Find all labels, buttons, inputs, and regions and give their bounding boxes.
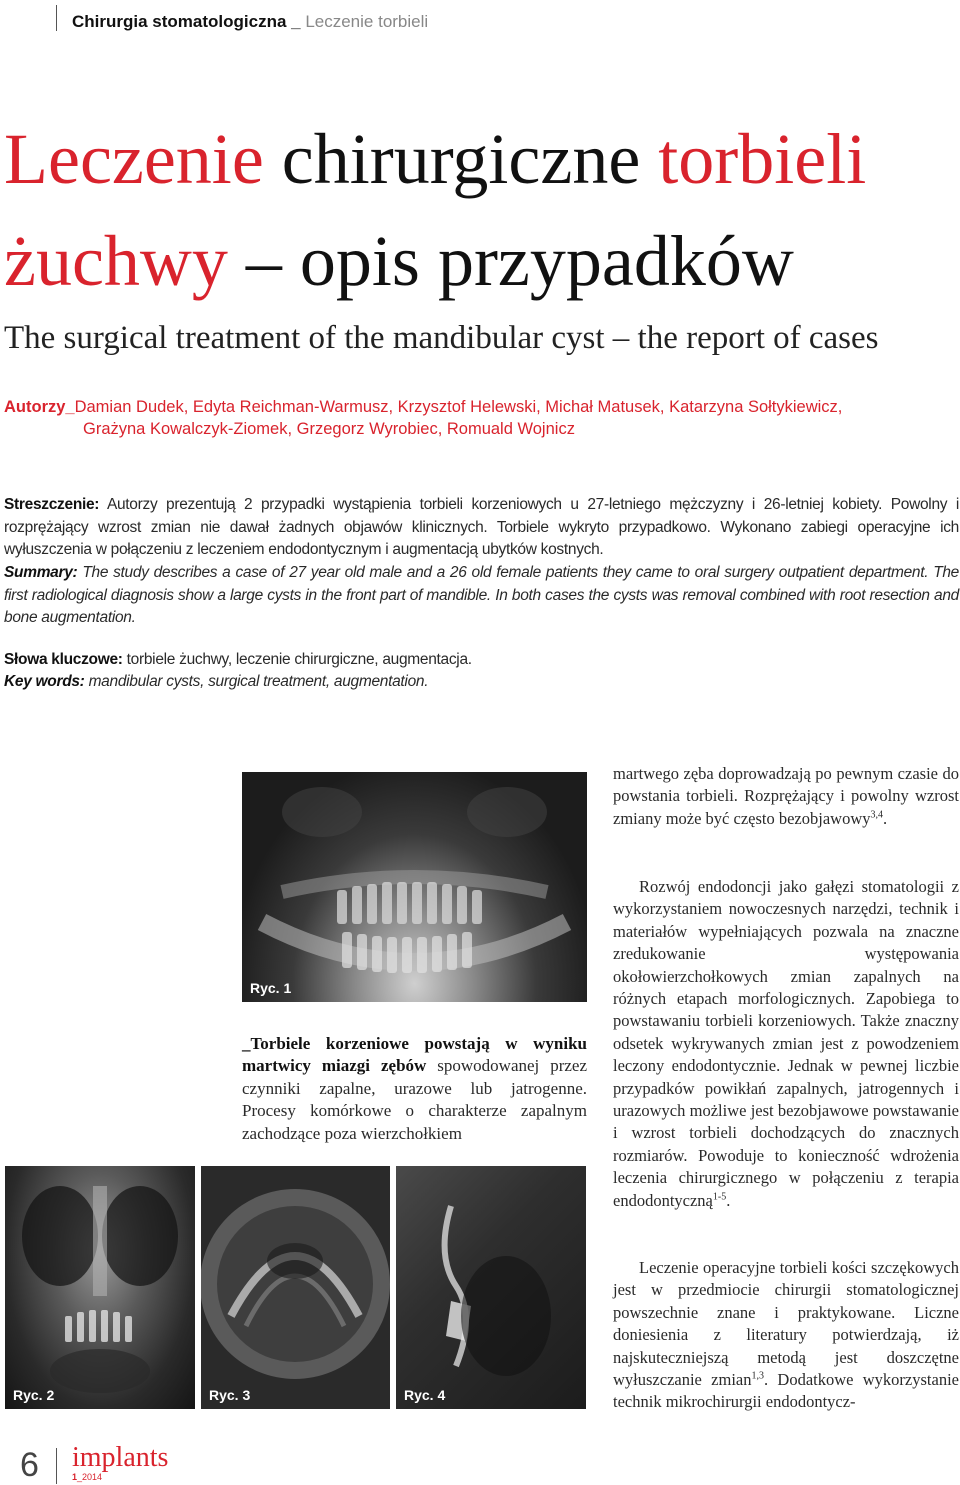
title-word-zuchwy: żuchwy [4, 221, 228, 301]
figure-2-label: Ryc. 2 [13, 1387, 55, 1403]
issue-num: 1 [72, 1472, 78, 1482]
xray-teeth-graphic [242, 772, 587, 1002]
paragraph-2: Rozwój endodoncji jako gałęzi stomatologii z wykorzystaniem nowoczesnych narzędzi, technik i materiałów wypełniających pozwala na znaczne zredukowanie występowania okołowierzchołkowych zmian zapalnych na różnych etapach morfologicznych. Zapobiega to powstawaniu torbieli korzeniowych. Także znaczny odsetek wykrywanych zmian jest z powodzeniem leczony endodontycznie. Jednak w pewnej liczbie przypadków powikłań zapalnych, jatrogennych i urazowych możliwe jest bezobjawowe powstawanie i wzrost torbieli dochodzących do znacznych rozmiarów. Powoduje to konieczność wdrożenia leczenia chirurgicznego w połączeniu z terapia endodontyczną [613, 877, 959, 1210]
figure-4-sagittal-ct [396, 1166, 586, 1409]
article-subtitle: The surgical treatment of the mandibular cyst – the report of cases [4, 320, 879, 356]
section-topic: Leczenie torbieli [300, 12, 429, 31]
abstract-en-text: The study describes a case of 27 year old male and a 26 old female patients they came to oral surgery outpatient department. The first radiological diagnosis show a large cysts in the front part of mandible. In both cases the cysts was removal combined with root resection and bone augmentation. [4, 564, 959, 626]
figure-3-label: Ryc. 3 [209, 1387, 251, 1403]
title-word-leczenie: Leczenie [4, 119, 264, 199]
paragraph-2-end: . [726, 1190, 731, 1210]
axial-ct-graphic [201, 1166, 390, 1409]
page-number: 6 [20, 1446, 39, 1484]
figure-4-label: Ryc. 4 [404, 1387, 446, 1403]
title-word-torbieli: torbieli [658, 119, 867, 199]
article-title [4, 108, 960, 312]
citation-1-3: 1,3 [751, 1370, 764, 1382]
keywords-en-text: mandibular cysts, surgical treatment, augmentation. [84, 673, 429, 690]
title-word-chirurgiczne: chirurgiczne [263, 119, 659, 199]
body-text-right-3 [613, 1257, 959, 1414]
footer-divider [56, 1448, 57, 1484]
abstract-en [4, 562, 959, 630]
magazine-name: implants [72, 1442, 169, 1473]
keywords-pl-text: torbiele żuchwy, leczenie chirurgiczne, augmentacja. [122, 651, 472, 668]
issue-number [72, 1472, 102, 1482]
figure-1-label: Ryc. 1 [250, 980, 292, 996]
citation-1-5: 1-5 [712, 1191, 727, 1203]
paragraph-1-end: . [882, 808, 888, 828]
body-text-middle [242, 1033, 587, 1145]
section-header [72, 12, 428, 32]
figure-1-panoramic-xray [242, 772, 587, 1002]
header-divider [56, 5, 57, 31]
figure-2-coronal-ct [5, 1166, 195, 1409]
authors-line-1: Damian Dudek, Edyta Reichman-Warmusz, Krzysztof Helewski, Michał Matusek, Katarzyna Sołtykiewicz, [74, 398, 843, 416]
body-text-right-2 [613, 876, 959, 1212]
paragraph-1: martwego zęba doprowadzają po pewnym czasie do powstania torbieli. Rozprężający i powolny wzrost zmiany może być często bezobjawowy [613, 764, 959, 828]
lead-in-bold: _Torbiele korzeniowe powstają w wyniku martwicy miazgi zębów [242, 1034, 587, 1076]
keywords-en-label: Key words: [4, 673, 85, 690]
coronal-ct-graphic [5, 1166, 195, 1409]
issue-year: _2014 [77, 1472, 103, 1482]
keywords-pl [4, 651, 472, 669]
section-name: Chirurgia stomatologiczna _ [72, 12, 301, 31]
paragraph-3: Leczenie operacyjne torbieli kości szczękowych jest w przedmiocie chirurgii stomatologicznej powszechnie znane i praktykowane. Liczne doniesienia z literatury potwierdzają, iż najskuteczniejszą metodą jest doszczętne wyłuszczanie zmian [613, 1258, 959, 1390]
keywords-en [4, 673, 428, 691]
paragraph-3-end: . Dodatkowe wykorzystanie technik mikrochirurgii endodontycz- [613, 1370, 959, 1412]
sagittal-ct-graphic [396, 1166, 586, 1409]
abstract-pl-label: Streszczenie: [4, 496, 100, 513]
body-text-right-1 [613, 763, 959, 830]
lead-in-rest: spowodowanej przez czynniki zapalne, urazowe lub jatrogenne. Procesy komórkowe o charakterze zapalnym zachodzące poza wierzchołkiem [242, 1056, 588, 1143]
title-rest: – opis przypadków [227, 221, 794, 301]
figure-3-axial-ct [201, 1166, 390, 1409]
citation-3-4: 3,4 [870, 809, 883, 821]
keywords-pl-label: Słowa kluczowe: [4, 651, 123, 668]
authors [4, 396, 954, 440]
authors-line-2: Grażyna Kowalczyk-Ziomek, Grzegorz Wyrobiec, Romuald Wojnicz [83, 420, 575, 438]
abstract-pl-text: Autorzy prezentują 2 przypadki wystąpienia torbieli korzeniowych u 27-letniego mężczyzny i 26-letniej kobiety. Powolny i rozprężający wzrost zmian nie dawał żadnych objawów klinicznych. Torbiele wykryto przypadkowo. Wykonano zabiegi operacyjne ich wyłuszczenia w połączeniu z leczeniem endodontycznym i augmentacją ubytków kostnych. [4, 496, 959, 558]
abstract-pl [4, 494, 959, 562]
abstract-en-label: Summary: [4, 564, 78, 581]
authors-label: Autorzy_ [4, 398, 75, 416]
